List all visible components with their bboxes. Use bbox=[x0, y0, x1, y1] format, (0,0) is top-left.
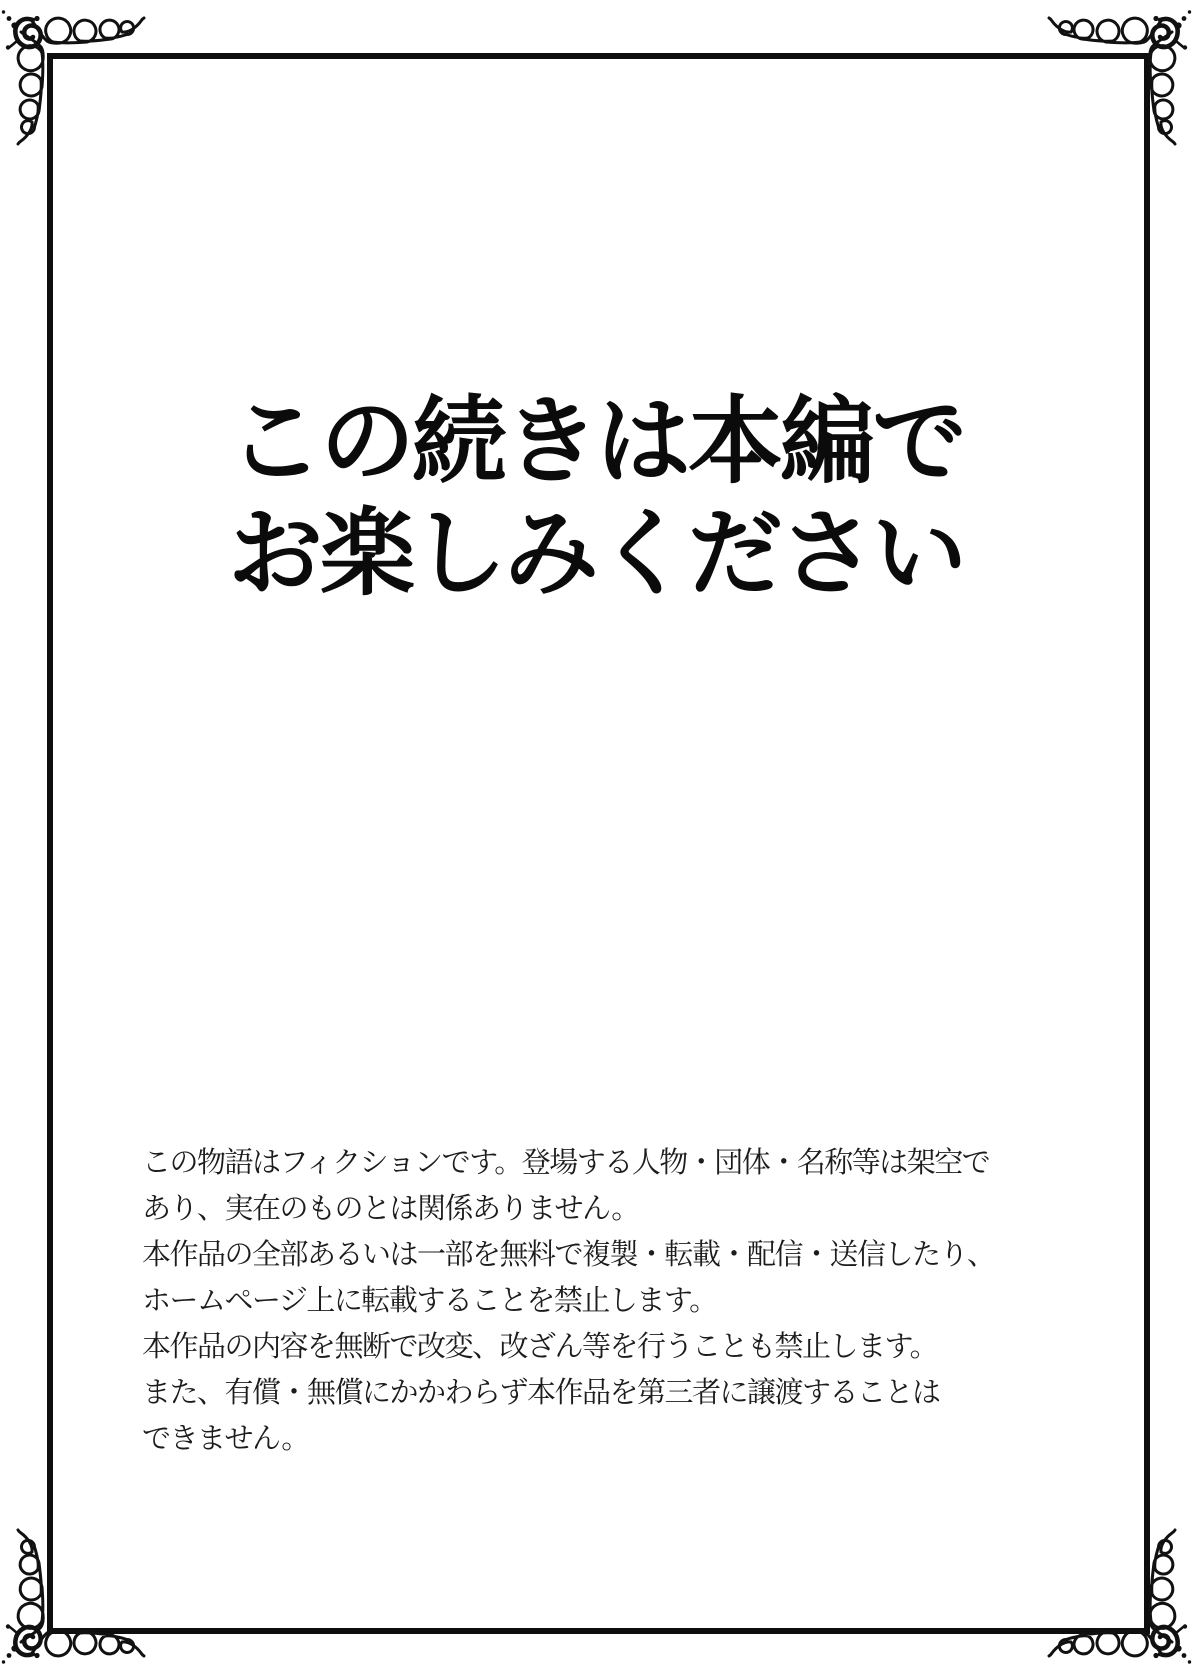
disclaimer-line: この物語はフィクションです。登場する人物・団体・名称等は架空で bbox=[142, 1147, 990, 1179]
disclaimer-line: 本作品の内容を無断で改変、改ざん等を行うことも禁止します。 bbox=[142, 1331, 938, 1363]
disclaimer-line: また、有償・無償にかかわらず本作品を第三者に譲渡することは bbox=[142, 1377, 940, 1409]
disclaimer-line: できません。 bbox=[142, 1423, 309, 1455]
continuation-notice-line2: お楽しみください bbox=[228, 501, 965, 607]
continuation-notice bbox=[228, 386, 964, 610]
disclaimer-line: あり、実在のものとは関係ありません。 bbox=[142, 1193, 639, 1225]
copyright-disclaimer bbox=[142, 1140, 995, 1462]
disclaimer-line: ホームページ上に転載することを禁止します。 bbox=[142, 1285, 717, 1317]
continuation-notice-line1: この続きは本編で bbox=[228, 389, 965, 495]
disclaimer-line: 本作品の全部あるいは一部を無料で複製・転載・配信・送信したり、 bbox=[142, 1239, 995, 1271]
